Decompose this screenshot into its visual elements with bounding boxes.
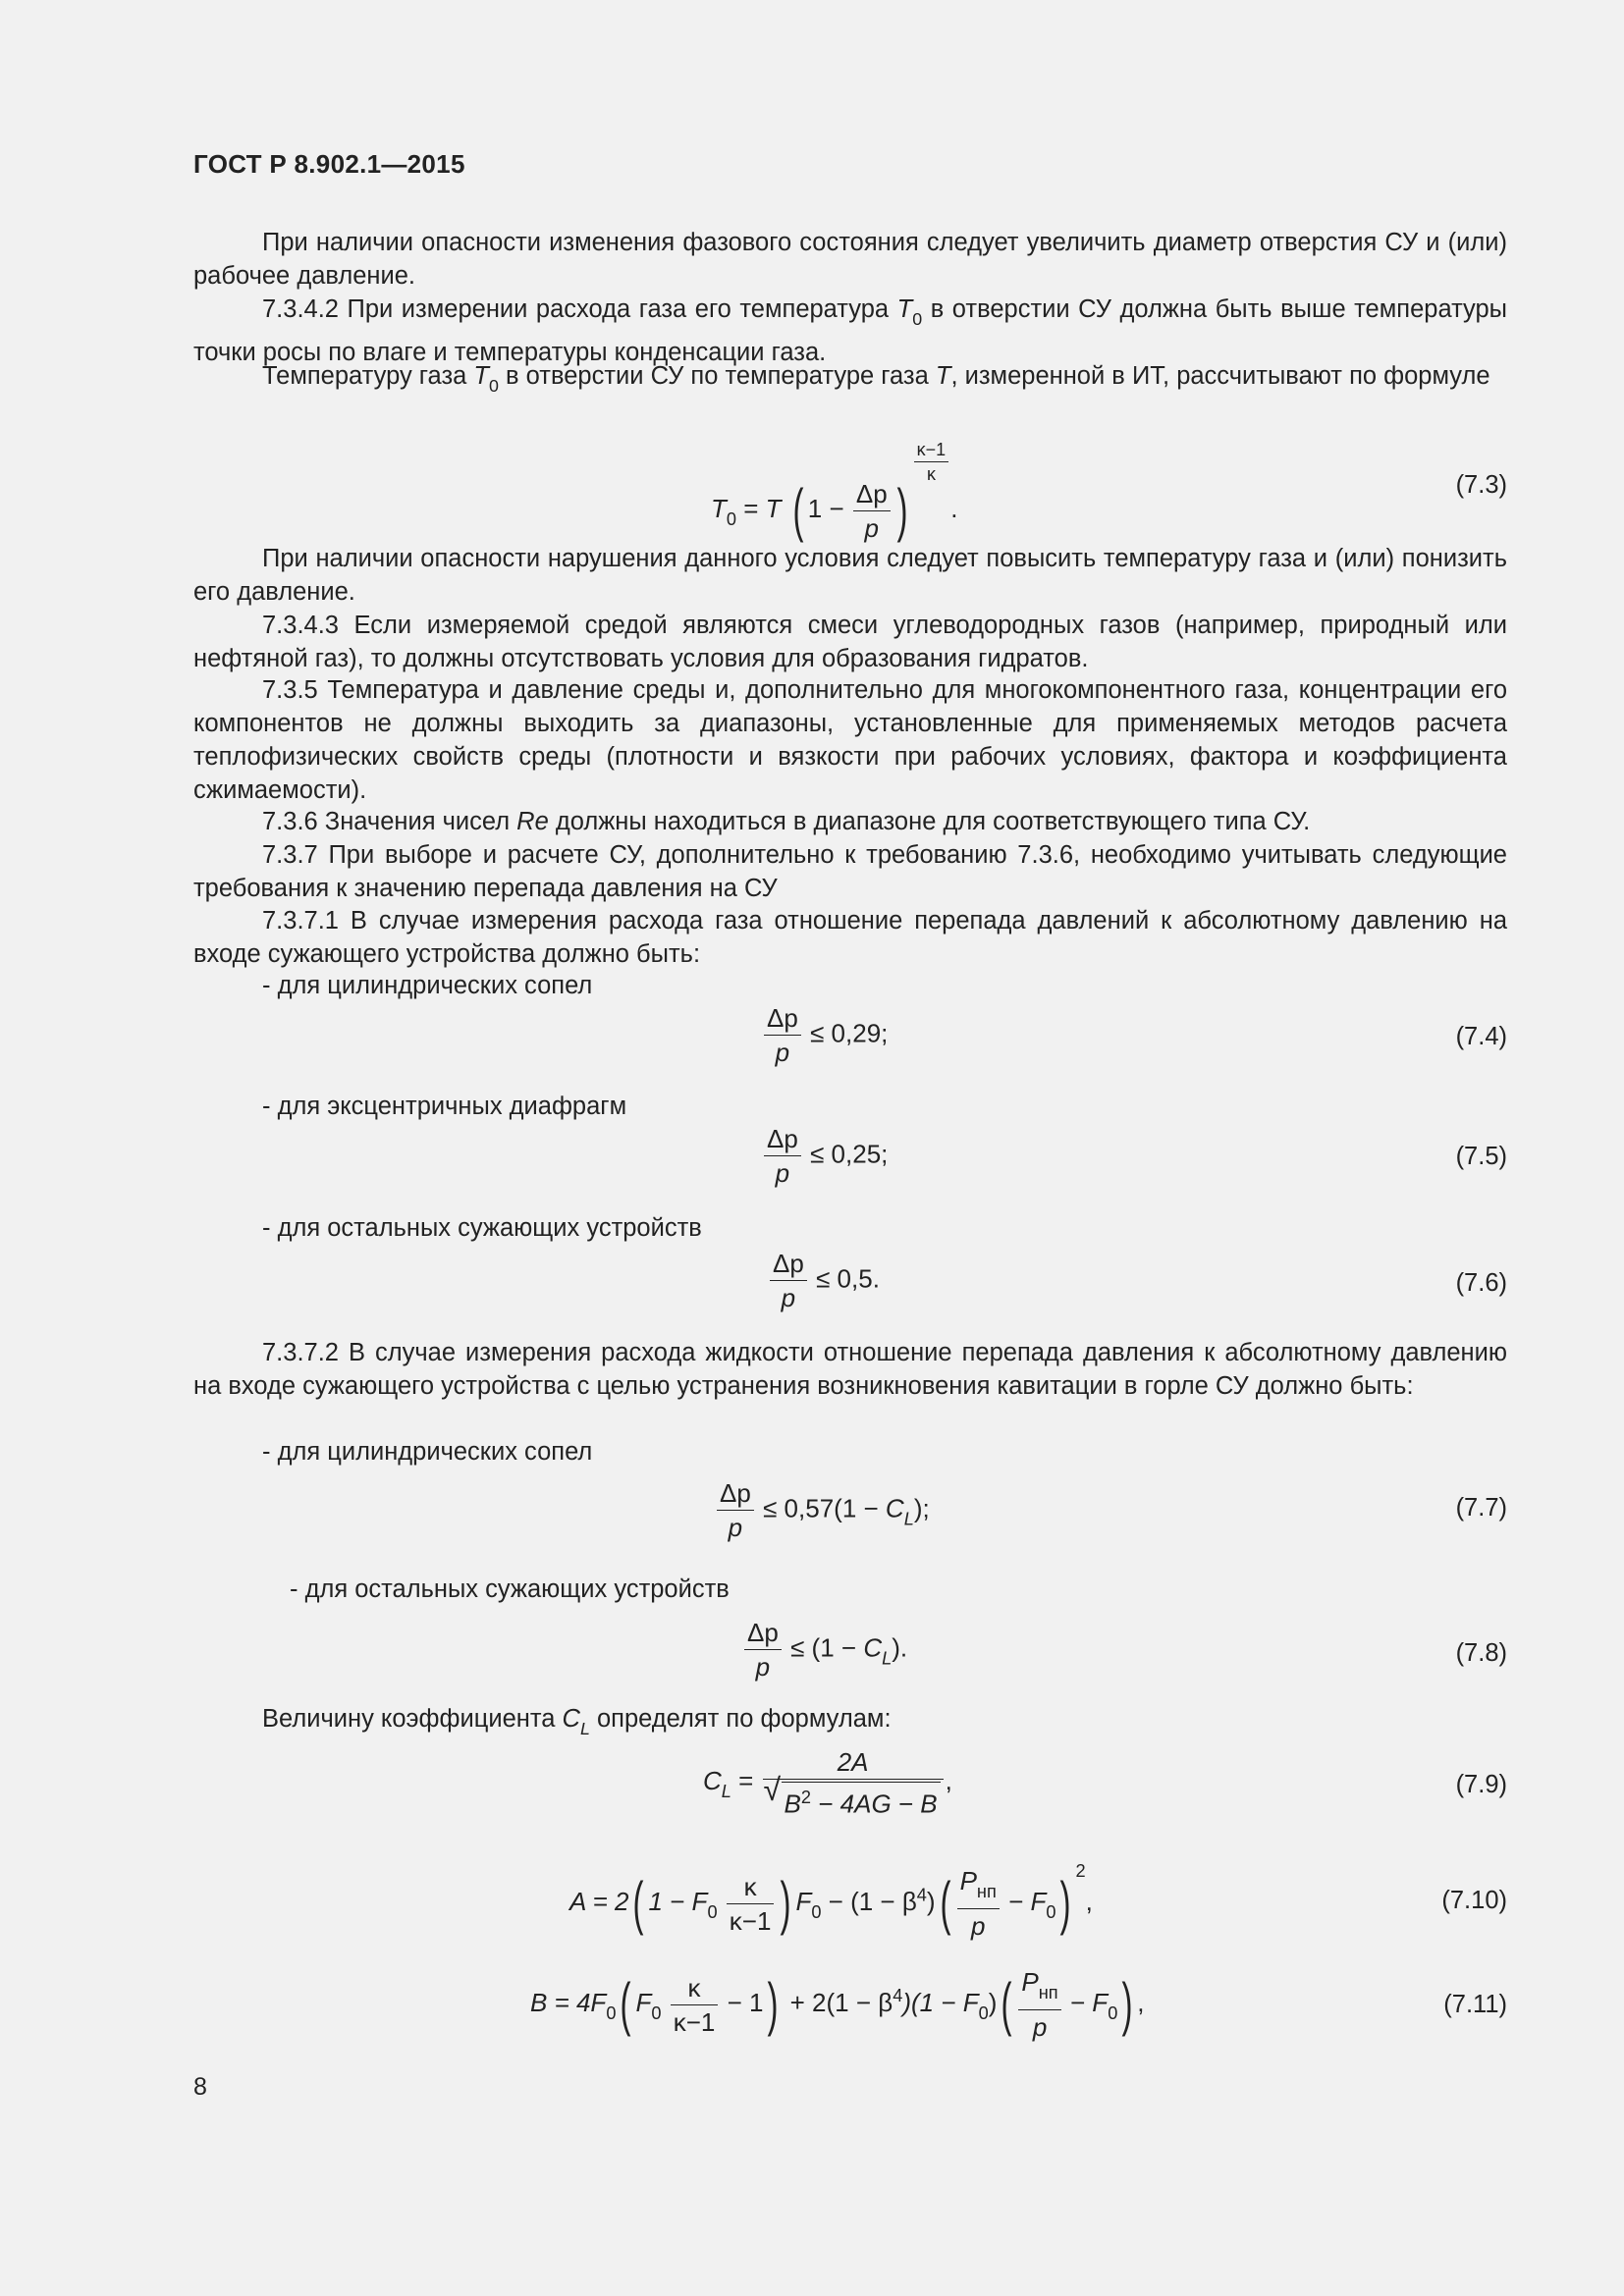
equation-number-7-7: (7.7) [1455,1494,1507,1522]
paragraph-7-3-4-2: 7.3.4.2 При измерении расхода газа его температура $T_0$ в отверстии СУ должна быть выше температуры точки росы по влаге и температуры конденсации газа. [193,295,1508,366]
paragraph-7-3-7: 7.3.7 При выборе и расчете СУ, дополнительно к требованию 7.3.6, необходимо учитывать следующие требования к значению перепада давления на СУ [193,841,1507,902]
paragraph-7-3-5: 7.3.5 Температура и давление среды и, дополнительно для многокомпонентного газа, концентрации его компонентов не должны выходить за диапазоны, установленные для применяемых методов расчета теплофизических свойств среды (плотности и вязкости при рабочих условиях, фактора и коэффициента сжимаемости). [193,676,1507,804]
paragraph-7-3-6: 7.3.6 Значения чисел Re должны находиться в диапазоне для соответствующего типа СУ. [262,808,1311,835]
equation-7-4: $\frac{\Delta p}{p}$ ≤ 0,29; [762,1003,888,1067]
paragraph-violation: При наличии опасности нарушения данного условия следует повысить температуру газа и (или) понизить его давление. [193,545,1507,606]
paragraph-7-3-4-3: 7.3.4.3 Если измеряемой средой являются смеси углеводородных газов (например, природный или нефтяной газ), то должны отсутствовать условия для образования гидратов. [193,612,1507,672]
equation-7-3: $T_0 = T$ ( 1 − $\frac{\Delta p}{p}$ ) $\frac{\kappa-1}{\kappa}$ . [711,440,958,544]
equation-number-7-4: (7.4) [1455,1023,1507,1050]
list-item-other-devices: - для остальных сужающих устройств [262,1214,702,1242]
list-item-other-devices-liquid: - для остальных сужающих устройств [290,1575,730,1603]
page-number: 8 [193,2073,207,2101]
equation-number-7-8: (7.8) [1455,1639,1507,1667]
equation-number-7-5: (7.5) [1455,1143,1507,1170]
equation-7-8: $\frac{\Delta p}{p}$ ≤ $(1 - C_L)$. [742,1618,907,1682]
list-item-cylindrical-nozzles-liquid: - для цилиндрических сопел [262,1438,593,1466]
equation-number-7-6: (7.6) [1455,1269,1507,1297]
equation-7-9: $C_L$ = 2A √ $B^2 - 4AG - B$ , [703,1747,952,1819]
paragraph-coefficient-cl: Величину коэффициента $C_L$ определят по формулам: [262,1705,892,1738]
paragraph-7-3-7-1: 7.3.7.1 В случае измерения расхода газа отношение перепада давлений к абсолютному давлению на входе сужающего устройства должно быть: [193,907,1507,968]
equation-number-7-11: (7.11) [1443,1991,1507,2018]
equation-7-5: $\frac{\Delta p}{p}$ ≤ 0,25; [762,1124,888,1188]
paragraph-7-3-7-2: 7.3.7.2 В случае измерения расхода жидкости отношение перепада давления к абсолютному давлению на входе сужающего устройства с целью устранения возникновения кавитации в горле СУ должно быть: [193,1339,1507,1400]
equation-number-7-9: (7.9) [1455,1771,1507,1798]
equation-7-10: A = 2( $1 - F_0$ $\frac{\kappa}{\kappa-1}$ ) $F_0 - (1 - \beta^4)$( $\frac{P_{нп}}{p}$ − $F_0$) $^2$, [569,1861,1093,1942]
equation-number-7-10: (7.10) [1441,1887,1507,1914]
equation-number-7-3: (7.3) [1455,471,1507,499]
equation-7-11: $B = 4F_0$( $F_0$ $\frac{\kappa}{\kappa-1}$ − $1) + 2(1 - \beta^4)(1 - F_0)$( $\frac{P_{нп}}{p}$ − $F_0$) , [530,1967,1145,2042]
equation-7-7: $\frac{\Delta p}{p}$ ≤ $0,57(1 - C_L)$; [715,1478,930,1542]
document-header: ГОСТ Р 8.902.1—2015 [193,149,465,179]
paragraph-gas-temperature: Температуру газа $T_0$ в отверстии СУ по температуре газа T, измеренной в ИТ, рассчитывают по формуле [262,362,1490,396]
paragraph-phase-state: При наличии опасности изменения фазового состояния следует увеличить диаметр отверстия СУ и (или) рабочее давление. [193,229,1507,290]
equation-7-6: $\frac{\Delta p}{p}$ ≤ 0,5. [768,1249,880,1312]
list-item-cylindrical-nozzles: - для цилиндрических сопел [262,972,593,999]
list-item-eccentric-diaphragms: - для эксцентричных диафрагм [262,1093,627,1120]
